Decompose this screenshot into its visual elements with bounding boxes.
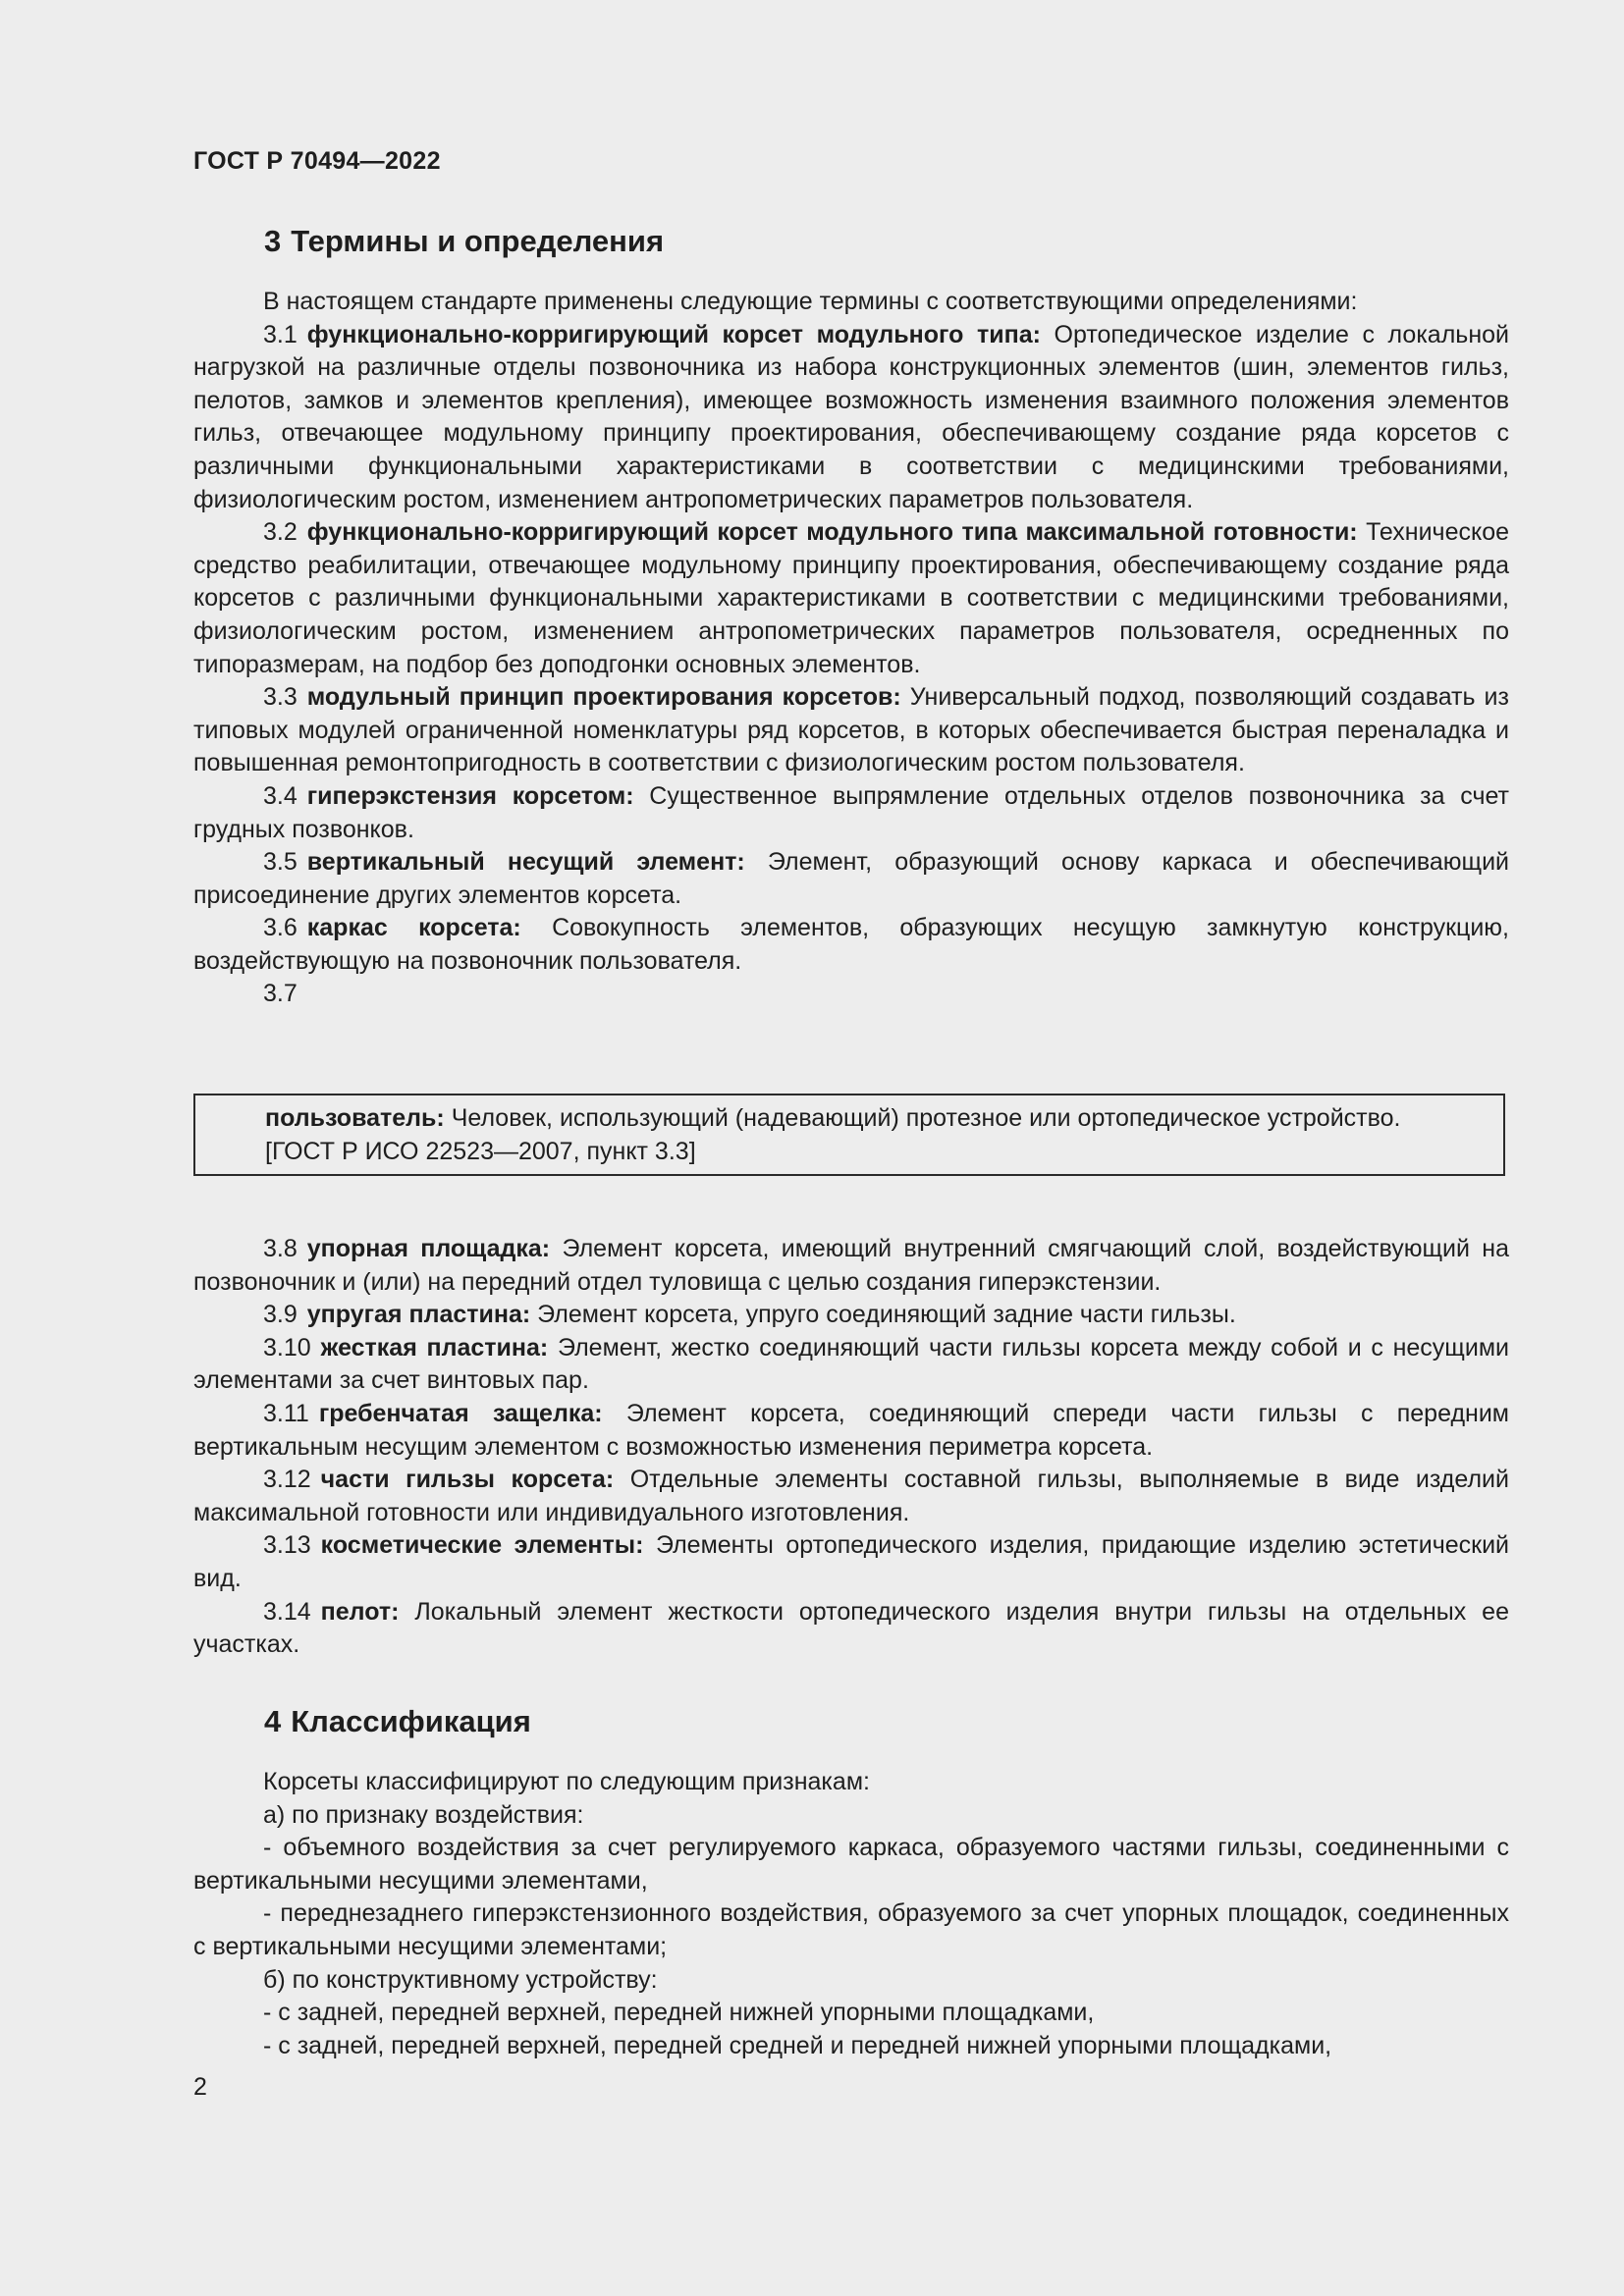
classification-line: б) по конструктивному устройству: — [263, 1965, 658, 1994]
section-4-body — [193, 1766, 1509, 2062]
term-number: 3.7 — [263, 980, 298, 1008]
classification-line: - с задней, передней верхней, передней нижней упорными площадками, — [263, 1999, 1095, 2027]
document-code: ГОСТ Р 70494—2022 — [193, 147, 441, 175]
classification-line: - с задней, передней верхней, передней средней и передней нижней упорными площадками, — [263, 2031, 1332, 2059]
section-number: 3 — [264, 224, 282, 258]
term-entry: 3.8 упорная площадка: Элемент корсета, имеющий внутренний смягчающий слой, воздействующий на позвоночник и (или) на передний отдел туловища с целью создания гиперэкстензии. — [193, 1235, 1510, 1296]
section-title: Классификация — [291, 1704, 531, 1738]
term-entry: 3.12 части гильзы корсета: Отдельные элементы составной гильзы, выполняемые в виде изделий максимальной готовности или индивидуального изготовления. — [193, 1466, 1509, 1526]
term-entry: 3.9 упругая пластина: Элемент корсета, упруго соединяющий задние части гильзы. — [263, 1301, 1236, 1329]
section-3-terms — [193, 286, 1509, 1011]
term-entry: 3.13 косметические элементы: Элементы ортопедического изделия, придающие изделию эстетический вид. — [193, 1531, 1509, 1592]
term-entry: 3.2 функционально-корригирующий корсет модульного типа максимальной готовности: Техническое средство реабилитации, отвечающее модульному принципу проектирования, обеспечивающему создание ряда корсетов с различными функциональными характеристиками в соответствии с медицинскими требованиями, физиологическим ростом, изменением антропометрических параметров пользователя, осредненных по типоразмерам, на подбор без доподгонки основных элементов. — [193, 518, 1510, 678]
term-entry: 3.1 функционально-корригирующий корсет модульного типа: Ортопедическое изделие с локальной нагрузкой на различные отделы позвоночника из набора конструкционных элементов (шин, элементов гильз, пелотов, замков и элементов крепления), имеющее возможность изменения взаимного положения элементов гильз, отвечающее модульному принципу проектирования, обеспечивающему создание ряда корсетов с различными функциональными характеристиками в соответствии с медицинскими требованиями, физиологическим ростом, изменением антропометрических параметров пользователя. — [193, 320, 1510, 513]
classification-line: а) по признаку воздействия: — [263, 1800, 584, 1829]
section-3-heading — [264, 224, 664, 259]
section-intro: В настоящем стандарте применены следующие термины с соответствующими определениями: — [263, 288, 1358, 315]
page-number: 2 — [193, 2073, 207, 2101]
quoted-term-box — [193, 1094, 1505, 1176]
classification-line: - объемного воздействия за счет регулируемого каркаса, образуемого частями гильзы, соединенными с вертикальными несущими элементами, — [193, 1834, 1509, 1895]
term-entry: 3.5 вертикальный несущий элемент: Элемент, образующий основу каркаса и обеспечивающий присоединение других элементов корсета. — [193, 848, 1510, 909]
term-entry: 3.4 гиперэкстензия корсетом: Существенное выпрямление отдельных отделов позвоночника за счет грудных позвонков. — [193, 781, 1510, 843]
term-source: [ГОСТ Р ИСО 22523—2007, пункт 3.3] — [265, 1137, 696, 1165]
section-3-terms-continued — [193, 1233, 1509, 1662]
classification-line: Корсеты классифицируют по следующим признакам: — [263, 1768, 870, 1795]
classification-line: - переднезаднего гиперэкстензионного воздействия, образуемого за счет упорных площадок, соединенных с вертикальными несущими элементами; — [193, 1899, 1509, 1960]
term-entry: 3.6 каркас корсета: Совокупность элементов, образующих несущую замкнутую конструкцию, воздействующую на позвоночник пользователя. — [193, 914, 1509, 975]
term-entry: 3.3 модульный принцип проектирования корсетов: Универсальный подход, позволяющий создавать из типовых модулей ограниченной номенклатуры ряд корсетов, в которых обеспечивается быстрая переналадка и повышенная ремонтопригодность в соответствии с физиологическим ростом пользователя. — [193, 683, 1509, 777]
section-4-heading — [264, 1704, 531, 1739]
term-entry: 3.11 гребенчатая защелка: Элемент корсета, соединяющий спереди части гильзы с передним вертикальным несущим элементом с возможностью изменения периметра корсета. — [193, 1399, 1509, 1461]
section-title: Термины и определения — [291, 224, 665, 258]
term-entry: пользователь: Человек, использующий (надевающий) протезное или ортопедическое устройство. — [265, 1104, 1401, 1132]
term-entry: 3.14 пелот: Локальный элемент жесткости ортопедического изделия внутри гильзы на отдельных ее участках. — [193, 1597, 1509, 1659]
section-number: 4 — [264, 1704, 282, 1738]
term-entry: 3.10 жесткая пластина: Элемент, жестко соединяющий части гильзы корсета между собой и с несущими элементами за счет винтовых пар. — [193, 1333, 1509, 1395]
